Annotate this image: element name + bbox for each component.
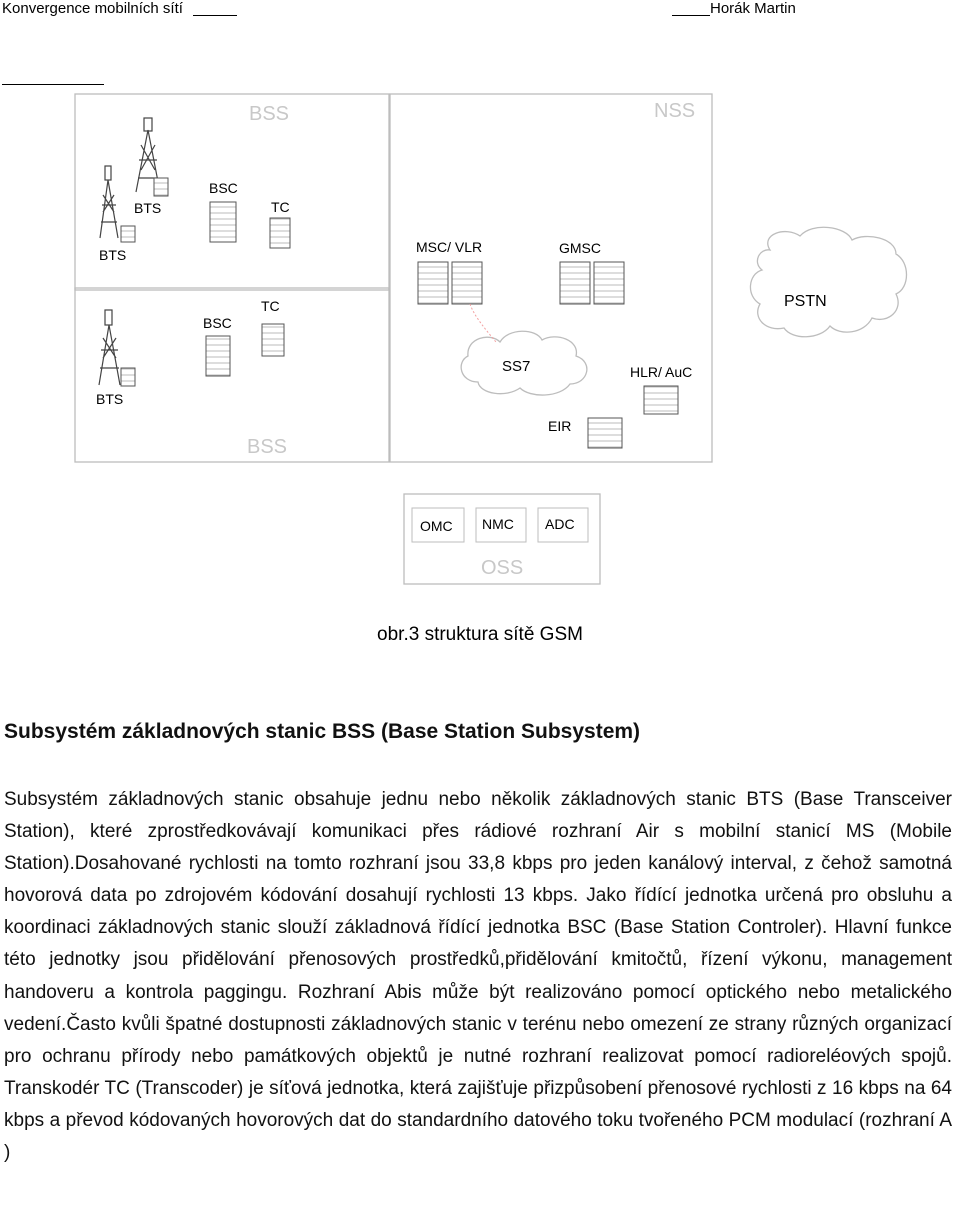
bss-top-label: BSS — [249, 103, 290, 125]
bts-cabinet-icon — [154, 178, 168, 196]
gmsc-cabinet-icon — [560, 262, 590, 304]
bts-cabinet-icon — [121, 226, 135, 242]
header-title: Konvergence mobilních sítí — [2, 0, 183, 17]
nss-label: NSS — [654, 100, 696, 122]
omc-label: OMC — [420, 518, 453, 534]
nmc-label: NMC — [482, 516, 514, 532]
bts-label: BTS — [96, 391, 124, 407]
gmsc-cabinet-icon — [594, 262, 624, 304]
bts-cabinet-icon — [121, 368, 135, 386]
bts-tower-icon — [99, 310, 120, 385]
pstn-cloud-icon — [750, 227, 906, 336]
msc-vlr-label: MSC/ VLR — [416, 239, 483, 255]
figure-caption: obr.3 struktura sítě GSM — [377, 624, 583, 645]
gmsc-label: GMSC — [559, 240, 601, 256]
msc-ss7-link — [470, 304, 496, 342]
bss-bottom-label: BSS — [247, 436, 288, 458]
header-rule — [2, 84, 104, 85]
msc-cabinet-icon — [418, 262, 448, 304]
header-underline-right — [672, 15, 710, 16]
eir-label: EIR — [548, 418, 572, 434]
section-heading: Subsystém základnových stanic BSS (Base Station Subsystem) — [4, 720, 641, 743]
ss7-label: SS7 — [502, 358, 531, 375]
bsc-cabinet-icon — [210, 202, 236, 242]
adc-label: ADC — [545, 516, 575, 532]
hlr-auc-label: HLR/ AuC — [630, 364, 693, 380]
tc-label: TC — [261, 298, 280, 314]
tc-label: TC — [271, 199, 290, 215]
header-author: Horák Martin — [710, 0, 796, 17]
tc-cabinet-icon — [270, 218, 290, 248]
page-header — [0, 0, 960, 20]
bts-label: BTS — [134, 200, 162, 216]
pstn-label: PSTN — [784, 293, 827, 310]
tc-cabinet-icon — [262, 324, 284, 356]
bsc-label: BSC — [209, 180, 238, 196]
hlr-cabinet-icon — [644, 386, 678, 414]
bts-tower-icon — [100, 166, 118, 238]
bsc-label: BSC — [203, 315, 232, 331]
header-underline-left — [193, 15, 237, 16]
bts-label: BTS — [99, 247, 127, 263]
bsc-cabinet-icon — [206, 336, 230, 376]
msc-cabinet-icon — [452, 262, 482, 304]
eir-cabinet-icon — [588, 418, 622, 448]
gsm-structure-diagram — [0, 86, 960, 606]
oss-label: OSS — [481, 557, 524, 579]
body-paragraph: Subsystém základnových stanic obsahuje jednu nebo několik základnových stanic BTS (Base Transceiver Station), které zprostředkovávají komunikaci přes rádiové rozhraní Air s mobilní stanicí MS (Mobile Station).Dosahované rychlosti na tomto rozhraní jsou 33,8 kbps pro jeden kanálový interval, z čehož samotná hovorová data po zdrojovém kódování dosahují rychlosti 13 kbps. Jako řídící jednotka určená pro obsluhu a koordinaci základnových stanic slouží základnová řídící jednotka BSC (Base Station Controler). Hlavní funkce této jednotky jsou přidělování přenosových prostředků,přidělování kmitočtů, řízení výkonu, management handoveru a kontrola paggingu. Rozhraní Abis může být realizováno pomocí optického nebo metalického vedení.Často kvůli špatné dostupnosti základnových stanic v terénu nebo omezení ze strany různých organizací pro ochranu přírody nebo památkových objektů je nutné rozhraní realizovat pomocí radioreléových spojů. Transkodér TC (Transcoder) je síťová jednotka, která zajišťuje přizpůsobení přenosové rychlosti z 16 kbps na 64 kbps a převod kódovaných hovorových dat do standardního datového toku tvořeného PCM modulací (rozhraní A ) — [4, 789, 952, 1164]
